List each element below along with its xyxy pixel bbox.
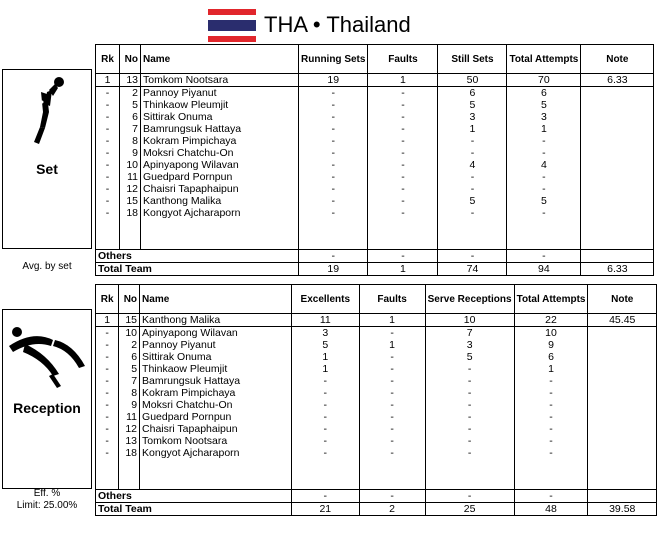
reception-cell-no: 9 [119, 399, 140, 411]
set-cell-c: - [438, 135, 507, 147]
reception-cell-name: Apinyapong Wilavan [140, 327, 292, 340]
table-row [96, 435, 657, 447]
reception-cell-no: 2 [119, 339, 140, 351]
thailand-flag-icon [208, 9, 256, 42]
set-total-c: 74 [438, 263, 507, 276]
set-cell-c: 3 [438, 111, 507, 123]
reception-cell-a: 1 [292, 363, 359, 375]
reception-cell-name: Kokram Pimpichaya [140, 387, 292, 399]
reception-cell-c: - [425, 435, 514, 447]
set-cell-b: - [368, 123, 438, 135]
set-cell-d: - [507, 147, 581, 159]
reception-cell-a: - [292, 423, 359, 435]
reception-cell-a: - [292, 399, 359, 411]
set-cell-c: 5 [438, 99, 507, 111]
reception-cell-no: 7 [119, 375, 140, 387]
set-cell-name: Bamrungsuk Hattaya [141, 123, 299, 135]
reception-cell-c: - [425, 447, 514, 459]
set-cell-b: - [368, 99, 438, 111]
reception-cell-c: - [425, 387, 514, 399]
set-col-header: Rk [96, 45, 120, 74]
reception-cell-e [588, 375, 657, 387]
reception-cell-name: Pannoy Piyanut [140, 339, 292, 351]
reception-cell-d: - [514, 411, 588, 423]
set-cell-b: - [368, 171, 438, 183]
set-cell-name: Apinyapong Wilavan [141, 159, 299, 171]
set-cell-no: 12 [120, 183, 141, 195]
reception-cell-b: - [359, 423, 425, 435]
reception-cell-d: - [514, 447, 588, 459]
set-cell-a: - [299, 159, 368, 171]
set-cell-d: 5 [507, 99, 581, 111]
reception-cell-b: - [359, 363, 425, 375]
table-row [96, 111, 654, 123]
set-cell-name: Guedpard Pornpun [141, 171, 299, 183]
reception-total-e: 39.58 [588, 503, 657, 516]
set-cell-e [581, 99, 654, 111]
reception-cell-e [588, 351, 657, 363]
reception-cell-d: 9 [514, 339, 588, 351]
reception-cell-a: 3 [292, 327, 359, 340]
reception-col-header: Excellents [292, 285, 359, 314]
set-cell-rk: - [96, 171, 120, 183]
set-col-header: Running Sets [299, 45, 368, 74]
table-row [96, 99, 654, 111]
set-stats-table [95, 44, 654, 276]
set-header-row [96, 45, 654, 74]
reception-cell-b: - [359, 411, 425, 423]
reception-cell-rk: 1 [96, 314, 119, 327]
reception-cell-a: - [292, 435, 359, 447]
reception-col-header: Faults [359, 285, 425, 314]
table-row [96, 447, 657, 459]
reception-cell-a: - [292, 447, 359, 459]
set-col-header: Still Sets [438, 45, 507, 74]
reception-cell-rk: - [96, 411, 119, 423]
set-cell-no: 10 [120, 159, 141, 171]
set-cell-a: 19 [299, 74, 368, 87]
reception-cell-rk: - [96, 447, 119, 459]
table-row [96, 363, 657, 375]
set-cell-b: - [368, 135, 438, 147]
reception-cell-no: 5 [119, 363, 140, 375]
table-row [96, 147, 654, 159]
set-cell-no: 13 [120, 74, 141, 87]
reception-cell-d: - [514, 399, 588, 411]
reception-cell-name: Kanthong Malika [140, 314, 292, 327]
reception-label: Reception [13, 400, 81, 416]
reception-cell-name: Tomkom Nootsara [140, 435, 292, 447]
set-total-b: 1 [368, 263, 438, 276]
reception-cell-c: - [425, 363, 514, 375]
set-cell-c: 1 [438, 123, 507, 135]
reception-cell-no: 6 [119, 351, 140, 363]
set-cell-a: - [299, 171, 368, 183]
set-cell-name: Moksri Chatchu-On [141, 147, 299, 159]
reception-cell-rk: - [96, 339, 119, 351]
reception-others-d: - [514, 490, 588, 503]
reception-col-header: Name [140, 285, 292, 314]
set-cell-b: - [368, 159, 438, 171]
reception-cell-e [588, 423, 657, 435]
set-cell-b: - [368, 183, 438, 195]
reception-cell-no: 15 [119, 314, 140, 327]
reception-others-row [96, 490, 657, 503]
set-cell-no: 6 [120, 111, 141, 123]
set-others-row [96, 250, 654, 263]
set-cell-rk: - [96, 87, 120, 100]
reception-cell-e [588, 447, 657, 459]
set-cell-c: - [438, 207, 507, 219]
page-header [0, 4, 657, 40]
set-cell-a: - [299, 123, 368, 135]
set-cell-rk: - [96, 207, 120, 219]
set-cell-c: 6 [438, 87, 507, 100]
set-cell-c: - [438, 171, 507, 183]
set-cell-a: - [299, 195, 368, 207]
table-row [96, 375, 657, 387]
table-row [96, 74, 654, 87]
reception-panel [2, 309, 92, 511]
reception-col-header: Total Attempts [514, 285, 588, 314]
reception-others-c: - [425, 490, 514, 503]
reception-cell-c: - [425, 411, 514, 423]
set-cell-name: Pannoy Piyanut [141, 87, 299, 100]
set-col-header: No [120, 45, 141, 74]
reception-cell-c: - [425, 399, 514, 411]
set-cell-d: - [507, 135, 581, 147]
set-cell-e [581, 87, 654, 100]
set-cell-name: Sittirak Onuma [141, 111, 299, 123]
set-cell-d: 4 [507, 159, 581, 171]
reception-cell-no: 11 [119, 411, 140, 423]
set-cell-rk: - [96, 147, 120, 159]
set-cell-a: - [299, 87, 368, 100]
set-cell-name: Kanthong Malika [141, 195, 299, 207]
table-spacer [96, 219, 654, 250]
reception-cell-b: - [359, 387, 425, 399]
set-cell-name: Thinkaow Pleumjit [141, 99, 299, 111]
reception-col-header: Serve Receptions [425, 285, 514, 314]
set-cell-c: 50 [438, 74, 507, 87]
reception-cell-no: 10 [119, 327, 140, 340]
reception-col-header: Rk [96, 285, 119, 314]
set-cell-rk: 1 [96, 74, 120, 87]
reception-cell-c: 5 [425, 351, 514, 363]
set-cell-d: 5 [507, 195, 581, 207]
set-total-label: Total Team [96, 263, 299, 276]
reception-cell-rk: - [96, 423, 119, 435]
reception-total-a: 21 [292, 503, 359, 516]
table-row [96, 351, 657, 363]
set-cell-e [581, 147, 654, 159]
set-cell-e [581, 183, 654, 195]
reception-cell-c: 7 [425, 327, 514, 340]
set-cell-a: - [299, 207, 368, 219]
set-cell-d: - [507, 171, 581, 183]
set-cell-d: - [507, 183, 581, 195]
table-spacer [96, 459, 657, 490]
reception-cell-c: 3 [425, 339, 514, 351]
set-col-header: Note [581, 45, 654, 74]
reception-others-b: - [359, 490, 425, 503]
reception-cell-b: - [359, 447, 425, 459]
set-others-label: Others [96, 250, 299, 263]
set-cell-d: - [507, 207, 581, 219]
set-cell-e [581, 123, 654, 135]
reception-cell-e [588, 339, 657, 351]
table-row [96, 123, 654, 135]
reception-cell-e [588, 411, 657, 423]
set-cell-no: 11 [120, 171, 141, 183]
set-cell-a: - [299, 147, 368, 159]
reception-cell-e [588, 327, 657, 340]
reception-cell-no: 12 [119, 423, 140, 435]
reception-others-label: Others [96, 490, 292, 503]
reception-cell-no: 18 [119, 447, 140, 459]
set-cell-e [581, 111, 654, 123]
reception-cell-e [588, 363, 657, 375]
reception-cell-rk: - [96, 399, 119, 411]
set-total-e: 6.33 [581, 263, 654, 276]
reception-cell-name: Thinkaow Pleumjit [140, 363, 292, 375]
reception-cell-rk: - [96, 363, 119, 375]
table-row [96, 195, 654, 207]
reception-cell-rk: - [96, 387, 119, 399]
set-footer: Avg. by set [22, 261, 72, 272]
set-cell-a: - [299, 183, 368, 195]
reception-footer-limit: Limit: 25.00% [16, 500, 78, 511]
reception-cell-name: Guedpard Pornpun [140, 411, 292, 423]
set-panel [2, 69, 92, 272]
reception-cell-d: - [514, 375, 588, 387]
reception-cell-a: - [292, 387, 359, 399]
set-cell-d: 6 [507, 87, 581, 100]
set-cell-b: - [368, 207, 438, 219]
reception-cell-b: - [359, 399, 425, 411]
set-total-a: 19 [299, 263, 368, 276]
set-cell-rk: - [96, 159, 120, 171]
table-row [96, 183, 654, 195]
set-cell-e [581, 171, 654, 183]
reception-cell-a: - [292, 411, 359, 423]
set-col-header: Name [141, 45, 299, 74]
reception-total-row [96, 503, 657, 516]
set-cell-rk: - [96, 183, 120, 195]
set-cell-d: 3 [507, 111, 581, 123]
reception-cell-d: - [514, 423, 588, 435]
reception-others-e [588, 490, 657, 503]
set-cell-name: Tomkom Nootsara [141, 74, 299, 87]
reception-col-header: No [119, 285, 140, 314]
set-col-header: Total Attempts [507, 45, 581, 74]
reception-stats-table [95, 284, 657, 516]
set-cell-name: Kongyot Ajcharaporn [141, 207, 299, 219]
set-col-header: Faults [368, 45, 438, 74]
reception-cell-d: 22 [514, 314, 588, 327]
set-cell-rk: - [96, 123, 120, 135]
reception-cell-d: 1 [514, 363, 588, 375]
set-cell-c: 5 [438, 195, 507, 207]
set-cell-e [581, 135, 654, 147]
reception-cell-name: Bamrungsuk Hattaya [140, 375, 292, 387]
reception-cell-rk: - [96, 351, 119, 363]
set-cell-e [581, 195, 654, 207]
reception-header-row [96, 285, 657, 314]
reception-cell-rk: - [96, 375, 119, 387]
set-cell-b: - [368, 195, 438, 207]
reception-total-c: 25 [425, 503, 514, 516]
table-row [96, 171, 654, 183]
table-row [96, 387, 657, 399]
reception-cell-a: 5 [292, 339, 359, 351]
reception-cell-name: Chaisri Tapaphaipun [140, 423, 292, 435]
table-row [96, 159, 654, 171]
table-row [96, 87, 654, 100]
set-cell-e: 6.33 [581, 74, 654, 87]
setter-pictogram-icon [3, 72, 91, 172]
reception-cell-a: - [292, 375, 359, 387]
reception-cell-c: - [425, 423, 514, 435]
set-cell-rk: - [96, 111, 120, 123]
set-cell-no: 15 [120, 195, 141, 207]
reception-cell-b: 1 [359, 314, 425, 327]
set-cell-no: 9 [120, 147, 141, 159]
set-cell-c: - [438, 183, 507, 195]
set-cell-b: 1 [368, 74, 438, 87]
reception-cell-d: - [514, 435, 588, 447]
set-cell-c: 4 [438, 159, 507, 171]
set-cell-e [581, 159, 654, 171]
reception-cell-d: - [514, 387, 588, 399]
table-row [96, 423, 657, 435]
reception-total-d: 48 [514, 503, 588, 516]
set-total-row [96, 263, 654, 276]
set-others-c: - [438, 250, 507, 263]
set-others-a: - [299, 250, 368, 263]
reception-cell-name: Sittirak Onuma [140, 351, 292, 363]
reception-cell-no: 13 [119, 435, 140, 447]
set-cell-b: - [368, 87, 438, 100]
reception-others-a: - [292, 490, 359, 503]
table-row [96, 399, 657, 411]
set-cell-c: - [438, 147, 507, 159]
set-cell-b: - [368, 147, 438, 159]
set-cell-a: - [299, 135, 368, 147]
set-cell-a: - [299, 99, 368, 111]
set-cell-name: Chaisri Tapaphaipun [141, 183, 299, 195]
reception-pictogram-icon [3, 314, 91, 394]
set-others-d: - [507, 250, 581, 263]
set-cell-no: 7 [120, 123, 141, 135]
reception-cell-a: 1 [292, 351, 359, 363]
set-others-b: - [368, 250, 438, 263]
reception-cell-name: Kongyot Ajcharaporn [140, 447, 292, 459]
reception-cell-e [588, 399, 657, 411]
table-row [96, 207, 654, 219]
set-cell-no: 18 [120, 207, 141, 219]
reception-cell-rk: - [96, 327, 119, 340]
table-row [96, 135, 654, 147]
set-cell-no: 5 [120, 99, 141, 111]
reception-cell-b: - [359, 375, 425, 387]
reception-cell-b: - [359, 351, 425, 363]
reception-col-header: Note [588, 285, 657, 314]
page-title: THA • Thailand [264, 12, 411, 37]
set-label: Set [36, 161, 58, 177]
set-cell-no: 2 [120, 87, 141, 100]
table-row [96, 314, 657, 327]
reception-cell-b: 1 [359, 339, 425, 351]
table-row [96, 411, 657, 423]
reception-cell-a: 11 [292, 314, 359, 327]
set-cell-rk: - [96, 195, 120, 207]
reception-cell-no: 8 [119, 387, 140, 399]
reception-total-label: Total Team [96, 503, 292, 516]
reception-cell-b: - [359, 435, 425, 447]
reception-cell-c: 10 [425, 314, 514, 327]
set-cell-e [581, 207, 654, 219]
reception-footer-eff: Eff. % [33, 488, 61, 499]
table-row [96, 327, 657, 340]
set-cell-b: - [368, 111, 438, 123]
set-cell-d: 1 [507, 123, 581, 135]
reception-cell-e [588, 387, 657, 399]
set-cell-a: - [299, 111, 368, 123]
reception-cell-d: 10 [514, 327, 588, 340]
reception-total-b: 2 [359, 503, 425, 516]
set-cell-rk: - [96, 135, 120, 147]
reception-cell-e: 45.45 [588, 314, 657, 327]
set-others-e [581, 250, 654, 263]
reception-cell-b: - [359, 327, 425, 340]
set-total-d: 94 [507, 263, 581, 276]
reception-cell-name: Moksri Chatchu-On [140, 399, 292, 411]
reception-cell-d: 6 [514, 351, 588, 363]
set-cell-d: 70 [507, 74, 581, 87]
set-cell-rk: - [96, 99, 120, 111]
set-cell-no: 8 [120, 135, 141, 147]
reception-cell-rk: - [96, 435, 119, 447]
table-row [96, 339, 657, 351]
reception-cell-c: - [425, 375, 514, 387]
reception-cell-e [588, 435, 657, 447]
set-cell-name: Kokram Pimpichaya [141, 135, 299, 147]
